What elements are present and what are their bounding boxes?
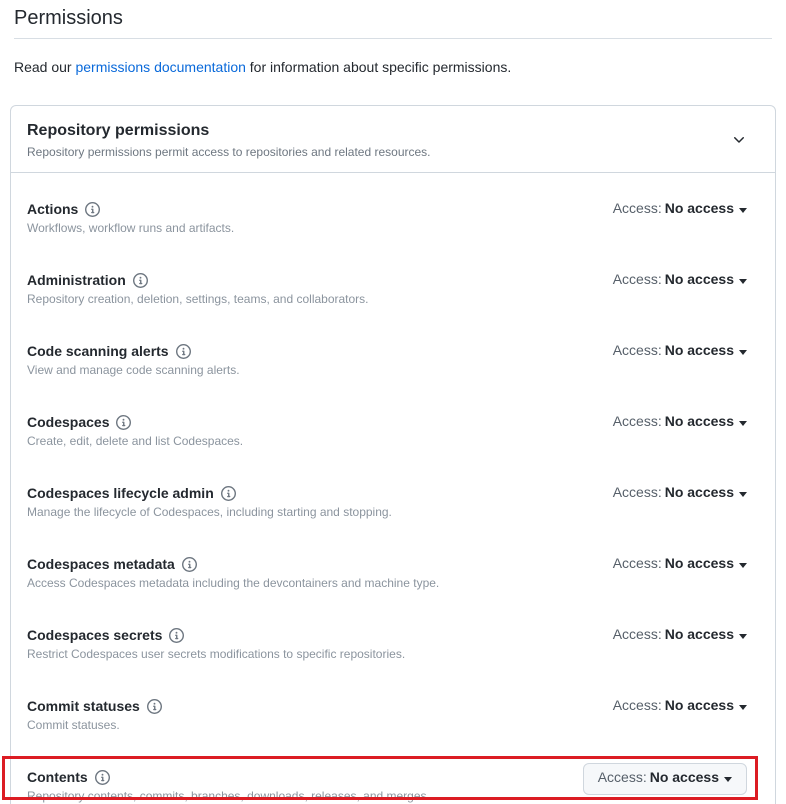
permission-description: Access Codespaces metadata including the devcontainers and machine type. xyxy=(27,576,440,590)
access-label: Access: xyxy=(612,413,662,429)
permission-info xyxy=(27,412,243,450)
permission-title: Administration xyxy=(27,272,126,288)
intro-suffix: for information about specific permissions. xyxy=(245,59,512,75)
access-value: No access xyxy=(664,697,734,713)
access-value: No access xyxy=(664,271,734,287)
access-dropdown[interactable] xyxy=(583,763,747,795)
permission-title: Code scanning alerts xyxy=(27,343,169,359)
page-title: Permissions xyxy=(14,0,772,39)
access-dropdown[interactable] xyxy=(613,200,747,216)
access-dropdown[interactable] xyxy=(613,697,747,713)
permission-info xyxy=(27,554,439,592)
info-icon[interactable] xyxy=(221,486,236,501)
access-dropdown[interactable] xyxy=(613,555,747,571)
caret-down-icon xyxy=(739,705,747,710)
access-label: Access: xyxy=(612,484,662,500)
access-label: Access: xyxy=(612,626,662,642)
access-label: Access: xyxy=(612,555,662,571)
permission-info xyxy=(27,270,369,308)
permission-info xyxy=(27,199,234,237)
access-dropdown[interactable] xyxy=(613,413,747,429)
access-dropdown[interactable] xyxy=(613,484,747,500)
access-value: No access xyxy=(664,626,734,642)
permission-description: Workflows, workflow runs and artifacts. xyxy=(27,221,235,235)
intro-text xyxy=(14,57,772,77)
permission-title: Actions xyxy=(27,201,79,217)
access-label: Access: xyxy=(612,200,662,216)
access-value: No access xyxy=(664,484,734,500)
access-label: Access: xyxy=(612,271,662,287)
access-value: No access xyxy=(664,413,734,429)
access-value: No access xyxy=(649,769,719,785)
caret-down-icon xyxy=(739,421,747,426)
caret-down-icon xyxy=(739,563,747,568)
caret-down-icon xyxy=(739,208,747,213)
info-icon[interactable] xyxy=(116,415,131,430)
info-icon[interactable] xyxy=(176,344,191,359)
access-label: Access: xyxy=(612,697,662,713)
permission-info xyxy=(27,767,430,804)
permission-title: Contents xyxy=(27,769,88,785)
access-label: Access: xyxy=(597,769,647,785)
permission-title: Codespaces lifecycle admin xyxy=(27,485,214,501)
repository-permissions-card xyxy=(10,105,776,804)
permission-info xyxy=(27,341,240,379)
permission-row-codespaces-lifecycle-admin xyxy=(11,469,775,540)
permission-description: View and manage code scanning alerts. xyxy=(27,363,240,377)
permission-title: Codespaces secrets xyxy=(27,627,163,643)
info-icon[interactable] xyxy=(133,273,148,288)
info-icon[interactable] xyxy=(147,699,162,714)
permission-row-actions xyxy=(11,185,775,256)
section-subtitle: Repository permissions permit access to repositories and related resources. xyxy=(27,145,431,159)
caret-down-icon xyxy=(739,279,747,284)
access-label: Access: xyxy=(612,342,662,358)
permission-title: Codespaces metadata xyxy=(27,556,175,572)
permission-row-code-scanning-alerts xyxy=(11,327,775,398)
caret-down-icon xyxy=(739,634,747,639)
access-value: No access xyxy=(664,555,734,571)
permission-list xyxy=(11,173,775,804)
permission-row-administration xyxy=(11,256,775,327)
access-value: No access xyxy=(664,200,734,216)
access-dropdown[interactable] xyxy=(613,342,747,358)
permission-description: Repository contents, commits, branches, downloads, releases, and merges. xyxy=(27,789,430,803)
permission-info xyxy=(27,483,392,521)
caret-down-icon xyxy=(739,350,747,355)
permission-description: Repository creation, deletion, settings, teams, and collaborators. xyxy=(27,292,369,306)
caret-down-icon xyxy=(739,492,747,497)
info-icon[interactable] xyxy=(169,628,184,643)
permission-description: Commit statuses. xyxy=(27,718,120,732)
permissions-doc-link[interactable]: permissions documentation xyxy=(75,59,246,75)
permission-title: Commit statuses xyxy=(27,698,140,714)
card-header-text xyxy=(27,120,431,160)
permission-row-codespaces-metadata xyxy=(11,540,775,611)
permission-title: Codespaces xyxy=(27,414,110,430)
info-icon[interactable] xyxy=(182,557,197,572)
permission-description: Create, edit, delete and list Codespaces. xyxy=(27,434,244,448)
permission-row-codespaces xyxy=(11,398,775,469)
section-title: Repository permissions xyxy=(27,122,210,139)
permission-info xyxy=(27,625,405,663)
permission-row-codespaces-secrets xyxy=(11,611,775,682)
permission-row-commit-statuses xyxy=(11,682,775,753)
access-dropdown[interactable] xyxy=(613,271,747,287)
card-header[interactable] xyxy=(11,106,775,173)
caret-down-icon xyxy=(724,777,732,782)
permission-description: Manage the lifecycle of Codespaces, including starting and stopping. xyxy=(27,505,392,519)
info-icon[interactable] xyxy=(95,770,110,785)
access-dropdown[interactable] xyxy=(613,626,747,642)
permission-description: Restrict Codespaces user secrets modifications to specific repositories. xyxy=(27,647,406,661)
permission-row-contents xyxy=(11,753,775,804)
info-icon[interactable] xyxy=(85,202,100,217)
chevron-down-icon[interactable] xyxy=(731,132,747,148)
access-value: No access xyxy=(664,342,734,358)
intro-prefix: Read our xyxy=(14,59,76,75)
permission-info xyxy=(27,696,162,734)
